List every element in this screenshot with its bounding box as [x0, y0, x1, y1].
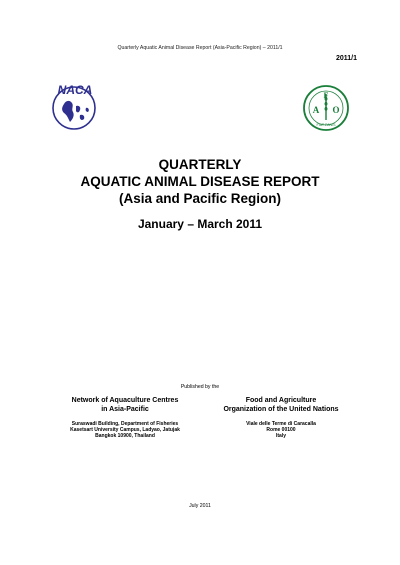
fao-letter-o: O	[332, 105, 340, 115]
naca-logo-text: NACA	[57, 83, 93, 97]
publisher-address	[196, 421, 366, 440]
fao-motto: FIAT PANIS	[316, 123, 336, 127]
publisher-naca	[40, 396, 210, 440]
issue-number: 2011/1	[335, 55, 357, 62]
naca-logo-icon	[50, 82, 98, 132]
title-line-2: AQUATIC ANIMAL DISEASE REPORT	[80, 174, 320, 189]
title-line-1: QUARTERLY	[158, 157, 242, 172]
publisher-name-line-2: in Asia-Pacific	[101, 406, 149, 413]
address-line: Rome 00100	[266, 427, 296, 434]
report-title	[0, 156, 400, 207]
reporting-period: January – March 2011	[137, 217, 263, 231]
publication-date: July 2011	[189, 503, 211, 509]
running-header: Quarterly Aquatic Animal Disease Report (Asia-Pacific Region) – 2011/1	[117, 45, 283, 51]
publisher-name-line-1: Food and Agriculture	[245, 397, 317, 404]
fao-letter-a: A	[312, 105, 320, 115]
published-by-label: Published by the	[180, 384, 220, 390]
address-line: Italy	[275, 433, 286, 440]
address-line: Suraswadi Building, Department of Fisheries	[71, 421, 179, 427]
address-line: Kasetsart University Campus, Ladyao, Jatujak	[70, 427, 180, 434]
publisher-address	[40, 421, 210, 440]
fao-letter-f: F	[323, 91, 329, 100]
address-line: Viale delle Terme di Caracalla	[246, 421, 316, 427]
address-line: Bangkok 10900, Thailand	[95, 433, 155, 440]
publisher-fao	[196, 396, 366, 440]
fao-logo-icon	[302, 84, 350, 132]
publisher-name-line-2: Organization of the United Nations	[223, 406, 339, 413]
title-line-3: (Asia and Pacific Region)	[118, 191, 282, 206]
publisher-name-line-1: Network of Aquaculture Centres	[71, 397, 179, 404]
